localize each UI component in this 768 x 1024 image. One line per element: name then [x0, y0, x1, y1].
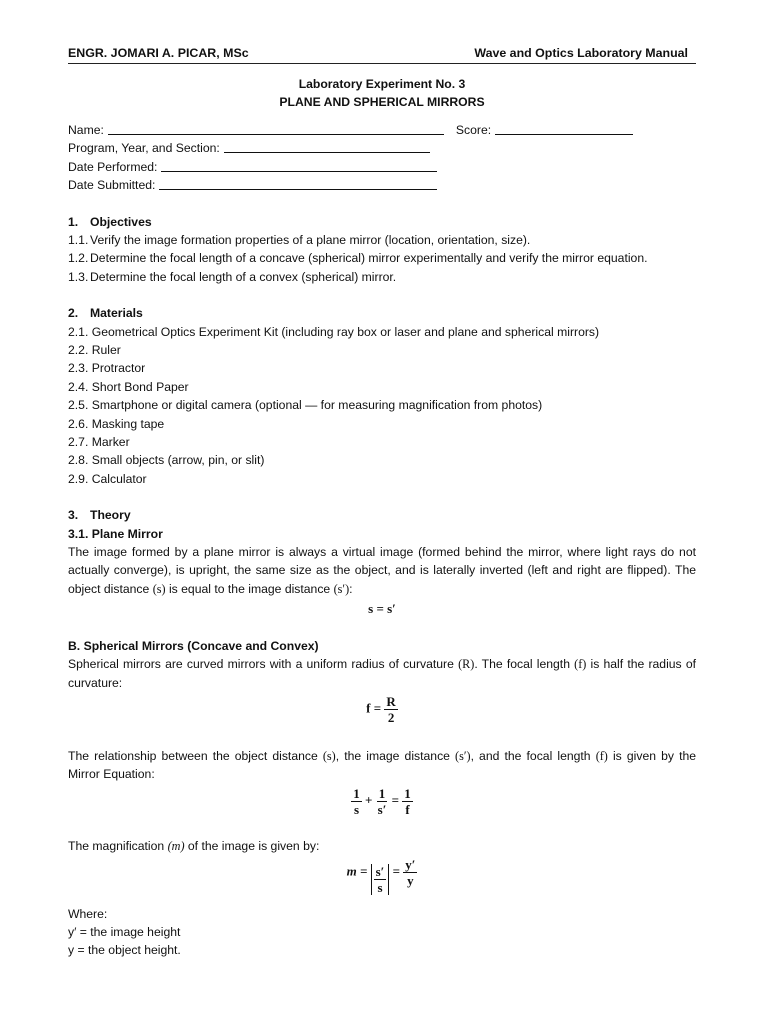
paragraph-text: The magnification — [68, 838, 168, 853]
material-item: 2.9. Calculator — [68, 471, 147, 486]
material-item: 2.6. Masking tape — [68, 416, 165, 431]
math-symbol: (s′) — [455, 748, 471, 763]
numerator: 1 — [378, 785, 386, 801]
material-item: 2.1. Geometrical Optics Experiment Kit (including ray box or laser and plane and spherical mirrors) — [68, 324, 600, 339]
denominator: s — [377, 879, 383, 895]
objective-item — [68, 268, 696, 286]
objectives-title: Objectives — [90, 214, 152, 229]
paragraph-text: Spherical mirrors are curved mirrors with a uniform radius of curvature — [68, 657, 459, 672]
numerator: 1 — [404, 785, 411, 801]
paragraph-text: of the image is given by: — [184, 838, 320, 853]
denominator: f — [405, 801, 410, 817]
score-field[interactable] — [495, 121, 633, 135]
material-item: 2.5. Smartphone or digital camera (optional — for measuring magnification from photos) — [68, 398, 543, 413]
materials-title: Materials — [90, 306, 143, 321]
denominator: y — [407, 873, 414, 889]
date-submitted-row — [68, 176, 696, 194]
score-label: Score: — [455, 123, 492, 137]
plane-mirror-equation: s = s′ — [368, 601, 396, 617]
paragraph-text: : — [349, 581, 353, 596]
spherical-mirrors-paragraph — [68, 655, 696, 692]
spherical-mirrors-heading: B. Spherical Mirrors (Concave and Convex) — [68, 638, 319, 653]
operator: = — [391, 792, 400, 808]
denominator: 2 — [387, 709, 395, 725]
fraction — [384, 694, 397, 725]
material-item: 2.2. Ruler — [68, 343, 121, 357]
paragraph-text: is given by the Mirror Equation: — [68, 748, 697, 782]
page-header — [68, 44, 696, 64]
materials-heading — [68, 304, 696, 322]
mirror-equation — [68, 786, 696, 817]
date-performed-row — [68, 158, 696, 176]
math-symbol: (s) — [322, 748, 336, 763]
math-symbol: (R) — [458, 657, 475, 672]
paragraph-text: is half the radius of curvature: — [68, 657, 696, 690]
objective-number: 1.1. — [68, 232, 89, 247]
program-row — [68, 139, 696, 157]
material-item: 2.4. Short Bond Paper — [68, 379, 189, 394]
plane-mirror-heading: 3.1. Plane Mirror — [68, 526, 163, 541]
experiment-title — [68, 75, 696, 111]
paragraph-text: . The focal length — [474, 657, 575, 672]
magnification-paragraph — [68, 837, 696, 855]
document-page — [68, 44, 696, 960]
math-symbol: (m) — [167, 838, 185, 853]
author-name: ENGR. JOMARI A. PICAR, MSc — [68, 46, 249, 60]
objective-text: Verify the image formation properties of a plane mirror (location, orientation, size). — [90, 232, 531, 247]
mirror-equation-paragraph — [68, 747, 696, 784]
where-item: y′ = the image height — [68, 925, 181, 940]
student-info-fields — [68, 121, 696, 195]
theory-section — [68, 506, 696, 960]
objectives-number: 1. — [68, 214, 79, 229]
objective-text: Determine the focal length of a convex (spherical) mirror. — [90, 269, 397, 284]
fraction — [402, 786, 413, 817]
materials-number: 2. — [68, 306, 79, 321]
date-submitted-field[interactable] — [159, 176, 437, 190]
absolute-value — [371, 864, 390, 895]
numerator: 1 — [353, 785, 360, 801]
objectives-section — [68, 213, 696, 287]
date-submitted-label: Date Submitted: — [68, 178, 156, 193]
denominator: s — [353, 801, 359, 817]
math-symbol: (s′) — [333, 581, 350, 596]
fraction — [376, 786, 389, 817]
objectives-heading — [68, 213, 696, 231]
magnification-equation — [68, 857, 696, 894]
fraction — [374, 864, 387, 895]
where-item: y = the object height. — [68, 943, 181, 958]
name-field[interactable] — [108, 121, 444, 135]
focal-length-equation — [68, 694, 696, 725]
denominator: s′ — [377, 801, 387, 817]
equation-lhs: m = — [346, 863, 368, 879]
objective-number: 1.3. — [68, 269, 89, 284]
paragraph-text: , and the focal length — [470, 748, 596, 763]
fraction — [351, 786, 362, 817]
date-performed-field[interactable] — [161, 158, 437, 172]
date-performed-label: Date Performed: — [68, 159, 158, 174]
operator: + — [364, 792, 373, 808]
equation-lhs: f = — [366, 700, 382, 716]
paragraph-text: The relationship between the object distance — [68, 748, 323, 763]
manual-title: Wave and Optics Laboratory Manual — [474, 46, 688, 60]
material-item: 2.3. Protractor — [68, 361, 146, 376]
math-symbol: (f) — [595, 748, 608, 763]
experiment-number: Laboratory Experiment No. 3 — [298, 77, 466, 91]
numerator: y′ — [405, 857, 416, 873]
where-label: Where: — [68, 906, 108, 921]
paragraph-text: , the image distance — [335, 748, 456, 763]
numerator: s′ — [375, 863, 385, 879]
math-symbol: (s) — [152, 581, 166, 596]
name-label: Name: — [68, 123, 104, 137]
theory-number: 3. — [68, 508, 79, 523]
experiment-name: PLANE AND SPHERICAL MIRRORS — [279, 95, 485, 109]
math-symbol: (f) — [574, 657, 587, 672]
name-row — [68, 121, 696, 139]
program-label: Program, Year, and Section: — [68, 141, 220, 156]
objective-number: 1.2. — [68, 251, 89, 266]
paragraph-text: is equal to the image distance — [165, 581, 334, 596]
plane-mirror-paragraph — [68, 543, 696, 598]
theory-heading — [68, 506, 696, 524]
materials-section — [68, 304, 696, 488]
material-item: 2.8. Small objects (arrow, pin, or slit) — [68, 453, 265, 468]
program-field[interactable] — [224, 139, 430, 153]
objective-text: Determine the focal length of a concave (spherical) mirror experimentally and verify the mirror equation. — [90, 251, 648, 266]
numerator: R — [386, 693, 396, 709]
operator: = — [392, 863, 400, 879]
material-item: 2.7. Marker — [68, 435, 130, 450]
fraction — [403, 857, 417, 888]
objective-item — [68, 231, 696, 249]
paragraph-text: The image formed by a plane mirror is always a virtual image (formed behind the mirror, where light rays do not actually converge), is upright, the same size as the object, and is laterally inverted (left and right are flipped). The object distance — [68, 545, 696, 596]
objective-item — [68, 249, 696, 267]
theory-title: Theory — [90, 508, 131, 523]
